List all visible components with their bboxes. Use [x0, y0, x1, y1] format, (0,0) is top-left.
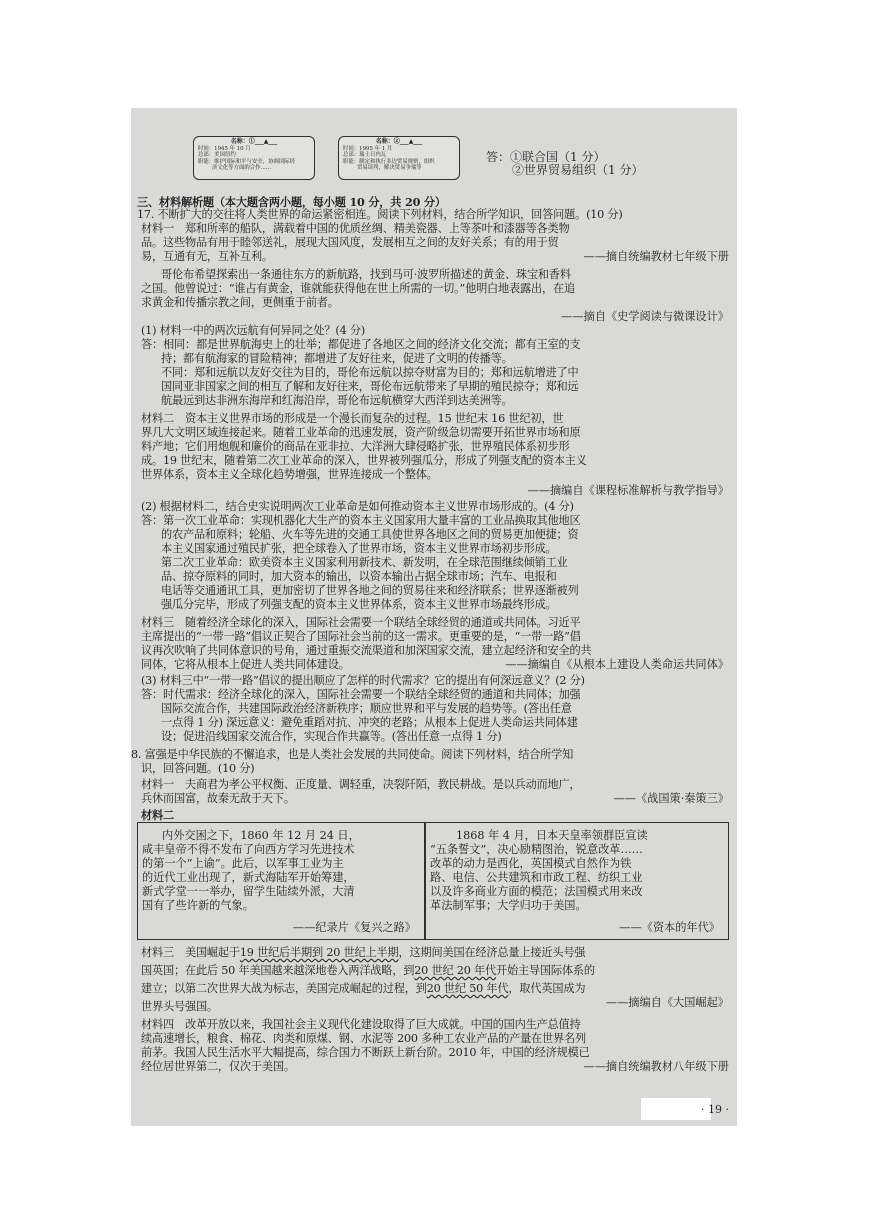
q18-material4: 经位居世界第二，仅次于美国。 — [141, 1060, 295, 1073]
q17-answer3: 设；促进沿线国家交流合作，实现合作共赢等。(答出任意一点得 1 分) — [161, 730, 502, 743]
material2-right-box — [425, 822, 729, 940]
q17-answer3: 一点得 1 分) 深远意义：避免重蹈对抗、冲突的老路；从根本上促进人类命运共同体建 — [161, 716, 578, 729]
answer-line-1: 答：①联合国（1 分） — [486, 150, 606, 164]
q17-material2: 界几大文明区域连接起来。随着工业革命的迅速发展，资产阶级急切需要开拓世界市场和原 — [141, 426, 581, 439]
q18-material4: 材料四 改革开放以来，我国社会主义现代化建设取得了巨大成就。中国的国内生产总值持 — [141, 1018, 581, 1031]
q17-material3: 材料三 随着经济全球化的深入，国际社会需要一个联结全球经贸的通道或共同体。习近平 — [141, 616, 581, 629]
underlined-text: 20 世纪 20 年代 — [414, 964, 496, 977]
q17-answer1: 持；都有航海家的冒险精神；都增进了友好往来，促进了文明的传播等。 — [161, 352, 513, 365]
q17-material2: 料产地；它们用炮舰和廉价的商品在亚非拉、大洋洲大肆侵略扩张，世界殖民体系初步形 — [141, 440, 570, 453]
card-duty-cont: 济文化等方面的合作…… — [212, 165, 272, 172]
box-text: 国有了些许新的气象。 — [142, 899, 254, 912]
source-citation: ——摘编自《大国崛起》 — [605, 996, 729, 1009]
box-text: 的近代工业出现了，新式海陆军开始筹建， — [142, 871, 355, 884]
page-number: · 19 · — [701, 1103, 729, 1116]
text: 建立；以第二次世界大战为标志，美国完成崛起的过程，到 — [141, 982, 427, 995]
q17-question1: (1) 材料一中的两次远航有何异同之处？(4 分) — [141, 324, 365, 337]
source-citation: ——摘自统编教材七年级下册 — [583, 250, 729, 263]
q18-material4: 前茅。我国人民生活水平大幅提高，综合国力不断跃上新台阶。2010 年，中国的经济规模已 — [141, 1046, 590, 1059]
q17-answer2: 本主义国家通过殖民扩张，把全球卷入了世界市场，资本主义世界市场初步形成。 — [161, 542, 557, 555]
box-text: 改革的动力是西化，英国模式自然作为铁 — [430, 857, 632, 870]
section-heading: 三、材料解析题（本大题含两小题，每小题 10 分，共 20 分） — [137, 195, 446, 209]
q18-material1: 材料一 夫商君为孝公平权衡、正度量、调轻重，决裂阡陌，教民耕战。是以兵动而地广， — [141, 778, 581, 791]
q17-question3: (3) 材料三中“一带一路”倡议的提出顺应了怎样的时代需求？它的提出有何深远意义？(2 分) — [141, 674, 585, 687]
box-text: 咸丰皇帝不得不发布了向西方学习先进技术 — [142, 843, 355, 856]
q17-material2: 材料二 资本主义世界市场的形成是一个漫长而复杂的过程。15 世纪末 16 世纪初，世 — [141, 412, 564, 425]
source-citation: ——摘编自《课程标准解析与教学指导》 — [527, 484, 729, 497]
q17-answer2: 答：第一次工业革命：实现机器化大生产的资本主义国家用大量丰富的工业品换取其他地区 — [141, 514, 581, 527]
source-citation: ——摘自《史学阅读与微课设计》 — [561, 310, 729, 323]
q18-material2-label: 材料二 — [141, 808, 174, 822]
q17-answer2: 第二次工业革命：欧美资本主义国家利用新技术、新发明，在全球范围继续倾销工业 — [161, 556, 568, 569]
box-text: 革法制军事；大学归功于美国。 — [430, 899, 587, 912]
org-card-1 — [193, 136, 315, 180]
q17-answer1: 不同：郑和远航以友好交往为目的，哥伦布远航以掠夺财富为目的；郑和远航增进了中 — [161, 366, 579, 379]
box-text: 新式学堂一一举办，留学生陆续外派，大清 — [142, 885, 355, 898]
q17-answer2: 电话等交通通讯工具，更加密切了世界各地之间的贸易往来和经济联系；世界逐渐被列 — [161, 584, 579, 597]
card-duty: 职能：制定和执行多边贸易规则，组织 — [343, 158, 435, 165]
box-text: 以及许多商业方面的模范；法国模式用来改 — [430, 885, 643, 898]
box-source: ——纪录片《复兴之路》 — [292, 921, 416, 934]
q17-material3: 主席提出的“一带一路”倡议正契合了国际社会当前的这一需求。更重要的是，“一带一路”倡 — [141, 630, 581, 643]
q17-material1: 易，互通有无，互补互利。 — [141, 250, 273, 263]
q17-material1: 求黄金和传播宗教之间，更侧重于前者。 — [141, 296, 339, 309]
material2-left-box — [137, 822, 425, 940]
q17-question2: (2) 根据材料二，结合史实说明两次工业革命是如何推动资本主义世界市场形成的。(4 分) — [141, 500, 574, 513]
text: 国英国；在此后 50 年美国越来越深地卷入两洋战略，到 — [141, 964, 415, 977]
text: 材料三 美国崛起于 — [141, 946, 240, 959]
text: 开始主导国际体系的 — [495, 964, 595, 977]
card-hq: 总部：瑞士日内瓦 — [343, 152, 387, 159]
q18-material3 — [141, 964, 731, 978]
card-duty: 职能：维护国际和平与安全，协调国际经 — [198, 158, 296, 165]
q17-answer2: 的农产品和原料；轮船、火车等先进的交通工具使世界各地区之间的贸易更加便捷；资 — [161, 528, 579, 541]
q18-stem: 8. 富强是中华民族的不懈追求，也是人类社会发展的共同使命。阅读下列材料，结合所学知 — [131, 748, 574, 761]
q17-material2: 成。19 世纪末，随着第二次工业革命的深入，世界被列强瓜分，形成了列强支配的资本主义 — [141, 454, 587, 467]
source-citation: ——摘编自《从根本上建设人类命运共同体》 — [505, 658, 729, 671]
card-hq: 总部：美国纽约 — [198, 152, 236, 159]
exam-page — [131, 108, 737, 1126]
box-text: 路、电信、公共建筑和市政工程、纺织工业 — [430, 871, 643, 884]
q17-answer3: 国际交流合作，共建国际政治经济新秩序；顺应世界和平与发展的趋势等。(答出任意 — [161, 702, 572, 715]
q17-answer3: 答：时代需求：经济全球化的深入，国际社会需要一个联结全球经贸的通道和共同体；加强 — [141, 688, 581, 701]
source-citation: ——摘自统编教材八年级下册 — [583, 1060, 729, 1073]
q17-material3: 同体，它将从根本上促进人类共同体建设。 — [141, 658, 350, 671]
q17-stem: 17. 不断扩大的交往将人类世界的命运紧密相连。阅读下列材料，结合所学知识，回答问题。(10 分) — [137, 208, 623, 221]
card-title: 名称：②___▲___ — [375, 138, 423, 145]
card-time: 时间：1995 年 1 月 — [343, 145, 393, 152]
source-citation: ——《战国策·秦策三》 — [613, 792, 729, 805]
q17-material1: 哥伦布希望探索出一条通往东方的新航路，找到马可·波罗所描述的黄金、珠宝和香料 — [161, 268, 571, 281]
q18-material4: 续高速增长，粮食、棉花、肉类和原煤、钢、水泥等 200 多种工农业产品的产量在世界名列 — [141, 1032, 586, 1045]
q17-answer2: 品、掠夺原料的同时，加大资本的输出，以资本输出占据全球市场；汽车、电报和 — [161, 570, 557, 583]
box-source: ——《资本的年代》 — [619, 921, 720, 934]
org-card-2 — [338, 136, 460, 180]
q17-material1: 品。这些物品有用于睦邻送礼，展现大国风度，发展相互之间的友好关系；有的用于贸 — [141, 236, 559, 249]
card-title: 名称：①___▲___ — [230, 138, 278, 145]
card-time: 时间：1945 年 10 月 — [198, 145, 251, 152]
q17-material1: 之国。他曾说过：“谁占有黄金，谁就能获得他在世上所需的一切。”他明白地表露出，在追 — [141, 282, 575, 295]
q17-material3: 议再次吹响了共同体意识的号角，通过重振交流渠道和加深国家交流，建立起经济和安全的共 — [141, 644, 592, 657]
q18-material1: 兵休而国富，故秦无敌于天下。 — [141, 792, 295, 805]
underlined-text: 20 世纪 50 年代 — [426, 982, 509, 995]
q17-answer2: 强瓜分完毕，形成了列强支配的资本主义世界体系，资本主义世界市场最终形成。 — [161, 598, 557, 611]
q17-material1: 材料一 郑和所率的船队，满载着中国的优质丝绸、精美瓷器、上等茶叶和漆器等各类物 — [141, 222, 570, 235]
box-text: 1868 年 4 月，日本天皇率领群臣宣读 — [456, 829, 648, 842]
card-duty-cont: 贸易谈判，解决贸易争端等 — [357, 165, 422, 172]
q17-material2: 世界体系，资本主义全球化趋势增强，世界连接成一个整体。 — [141, 468, 438, 481]
q17-answer1: 答：相同：都是世界航海史上的壮举；都促进了各地区之间的经济文化交流；都有王室的支 — [141, 338, 581, 351]
q18-material3 — [141, 982, 731, 996]
box-text: 的第一个“上谕”。此后，以军事工业为主 — [142, 857, 344, 870]
q17-answer1: 航最远到达非洲东海岸和红海沿岸，哥伦布远航横穿大西洋到达美洲等。 — [161, 394, 513, 407]
underlined-text: 19 世纪后半期到 20 世纪上半期 — [239, 946, 399, 959]
box-text: “五条誓文”，决心励精图治，锐意改革…… — [430, 843, 643, 856]
q17-answer1: 国同亚非国家之间的相互了解和友好往来，哥伦布远航带来了早期的殖民掠夺；郑和远 — [161, 380, 579, 393]
q18-stem: 识，回答问题。(10 分) — [141, 762, 255, 775]
answer-line-2: ②世界贸易组织（1 分） — [512, 163, 644, 177]
q18-material3: 世界头号强国。 — [141, 1000, 218, 1013]
text: ，这期间美国在经济总量上接近头号强 — [398, 946, 586, 959]
q18-material3 — [141, 946, 731, 960]
box-text: 内外交困之下，1860 年 12 月 24 日， — [162, 829, 360, 842]
text: ，取代英国成为 — [508, 982, 586, 995]
